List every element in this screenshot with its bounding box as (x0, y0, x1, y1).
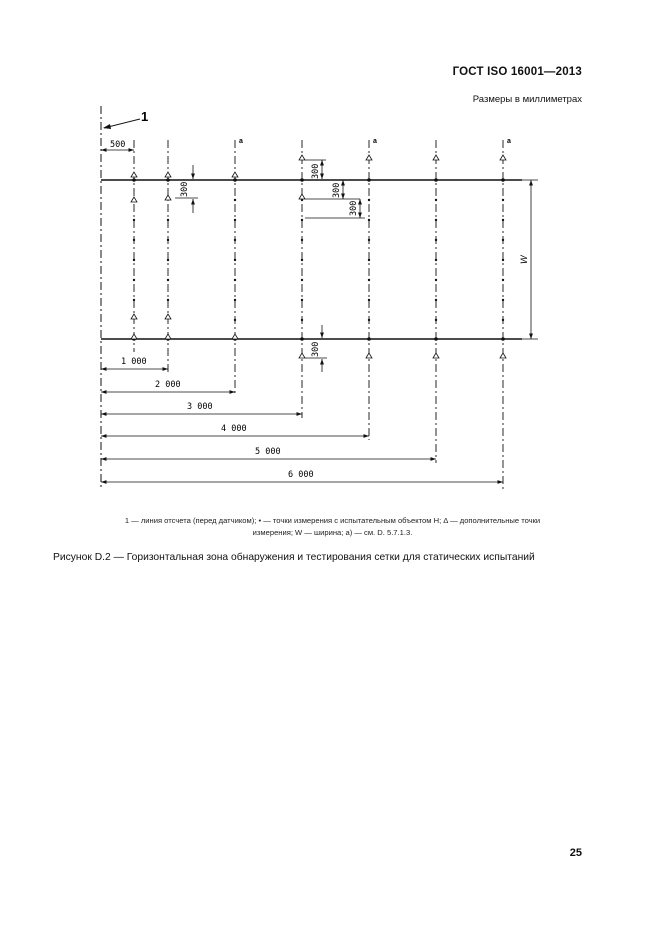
dim-300-label: 300 (311, 163, 321, 179)
distance-label: 1 000 (121, 357, 147, 367)
legend-line: измерения; W — ширина; a) — см. D. 5.7.1.3. (252, 527, 413, 537)
dim-300-label: 300 (180, 181, 190, 197)
note-marker: a (507, 138, 511, 145)
page-number: 25 (569, 847, 582, 859)
note-marker: a (373, 138, 377, 145)
measurement-points (132, 178, 505, 341)
distance-label: 5 000 (255, 447, 281, 457)
units-note: Размеры в миллиметрах (472, 94, 582, 105)
distance-label: 2 000 (155, 380, 181, 390)
width-label: W (519, 255, 529, 264)
distance-label: 6 000 (288, 470, 314, 480)
distance-label: 4 000 (221, 424, 247, 434)
distance-label: 3 000 (187, 402, 213, 412)
figure-caption: Рисунок D.2 — Горизонтальная зона обнаружения и тестирования сетки для статических испытаний (53, 552, 535, 563)
note-marker: a (239, 138, 243, 145)
dim-300-label: 300 (349, 200, 359, 216)
figure-legend (60, 515, 605, 538)
standard-code: ГОСТ ISO 16001—2013 (452, 66, 582, 78)
callout-label: 1 (141, 109, 149, 124)
dim-500-label: 500 (110, 140, 126, 150)
dim-300-label: 300 (332, 182, 342, 198)
legend-line: 1 — линия отсчета (перед датчиком); • — точки измерения с испытательным объектом H; Δ — дополнительные точки (124, 516, 541, 525)
dim-300-label: 300 (311, 341, 321, 357)
